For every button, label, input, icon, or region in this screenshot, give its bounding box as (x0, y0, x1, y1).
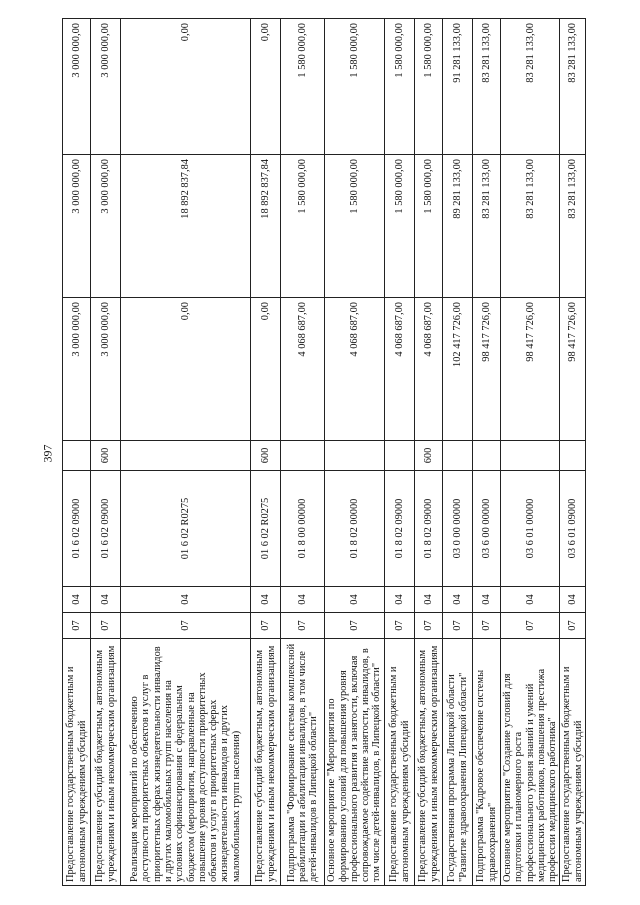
amount-year-3: 83 281 133,00 (473, 19, 501, 155)
table-row (63, 19, 91, 886)
amount-year-1: 98 417 726,00 (501, 298, 560, 441)
row-name: Подпрограмма "Формирование системы комплексной реабилитации и абилитации инвалидов, в том числе детей-инвалидов в Липецкой области" (281, 639, 325, 886)
target-article-code: 03 6 00 00000 (473, 471, 501, 587)
amount-year-1: 4 068 687,00 (325, 298, 385, 441)
expense-type-code: 600 (415, 441, 443, 471)
amount-year-1: 3 000 000,00 (91, 298, 121, 441)
row-name: Реализация мероприятий по обеспечению доступности приоритетных объектов и услуг в приоритетных сферах жизнедеятельности инвалидов и других маломобильных групп населения на условиях софинансирования с федеральным бюджетом (мероприятия, направленные на повышение уровня доступности приоритетных объектов и услуг в приоритетных сферах жизнедеятельности инвалидов и других маломобильных групп населения) (121, 639, 251, 886)
target-article-code: 01 8 02 09000 (385, 471, 415, 587)
amount-year-3: 3 000 000,00 (63, 19, 91, 155)
target-article-code: 01 8 02 09000 (415, 471, 443, 587)
expense-type-code (443, 441, 473, 471)
table-row (121, 19, 251, 886)
subsection-code: 04 (560, 587, 586, 613)
expense-type-code (385, 441, 415, 471)
amount-year-1: 3 000 000,00 (63, 298, 91, 441)
subsection-code: 04 (91, 587, 121, 613)
subsection-code: 04 (443, 587, 473, 613)
amount-year-2: 1 580 000,00 (325, 155, 385, 298)
amount-year-2: 1 580 000,00 (281, 155, 325, 298)
rotated-page (62, 19, 582, 886)
subsection-code: 04 (473, 587, 501, 613)
amount-year-1: 102 417 726,00 (443, 298, 473, 441)
section-code: 07 (325, 613, 385, 639)
expense-type-code (560, 441, 586, 471)
table-row (91, 19, 121, 886)
table-row (501, 19, 560, 886)
amount-year-2: 3 000 000,00 (91, 155, 121, 298)
section-code: 07 (121, 613, 251, 639)
table-row (443, 19, 473, 886)
target-article-code: 01 6 02 09000 (63, 471, 91, 587)
table-row (473, 19, 501, 886)
amount-year-2: 18 892 837,84 (121, 155, 251, 298)
amount-year-2: 83 281 133,00 (560, 155, 586, 298)
subsection-code: 04 (501, 587, 560, 613)
amount-year-3: 1 580 000,00 (415, 19, 443, 155)
target-article-code: 01 8 00 00000 (281, 471, 325, 587)
table-row (251, 19, 281, 886)
row-name: Предоставление субсидий бюджетным, автономным учреждениям и иным некоммерческим организациям (251, 639, 281, 886)
table-row (415, 19, 443, 886)
amount-year-3: 83 281 133,00 (560, 19, 586, 155)
amount-year-1: 4 068 687,00 (385, 298, 415, 441)
amount-year-2: 3 000 000,00 (63, 155, 91, 298)
subsection-code: 04 (281, 587, 325, 613)
page-number: 397 (40, 444, 55, 463)
subsection-code: 04 (251, 587, 281, 613)
row-name: Предоставление субсидий бюджетным, автономным учреждениям и иным некоммерческим организациям (91, 639, 121, 886)
expense-type-code (281, 441, 325, 471)
table-row (325, 19, 385, 886)
amount-year-1: 98 417 726,00 (473, 298, 501, 441)
row-name: Предоставление субсидий бюджетным, автономным учреждениям и иным некоммерческим организациям (415, 639, 443, 886)
row-name: Основное мероприятие "Мероприятия по формированию условий для повышения уровня профессионального развития и занятости, включая сопровождаемое содействие занятости, инвалидов, в том числе детей-инвалидов, в Липецкой области" (325, 639, 385, 886)
row-name: Предоставление государственным бюджетным и автономным учреждениям субсидий (560, 639, 586, 886)
table-row (560, 19, 586, 886)
section-code: 07 (63, 613, 91, 639)
subsection-code: 04 (415, 587, 443, 613)
section-code: 07 (251, 613, 281, 639)
amount-year-3: 91 281 133,00 (443, 19, 473, 155)
subsection-code: 04 (63, 587, 91, 613)
target-article-code: 01 8 02 00000 (325, 471, 385, 587)
subsection-code: 04 (325, 587, 385, 613)
amount-year-2: 83 281 133,00 (501, 155, 560, 298)
amount-year-1: 4 068 687,00 (281, 298, 325, 441)
amount-year-1: 0,00 (121, 298, 251, 441)
section-code: 07 (501, 613, 560, 639)
expense-type-code (501, 441, 560, 471)
amount-year-3: 83 281 133,00 (501, 19, 560, 155)
expense-type-code (473, 441, 501, 471)
target-article-code: 01 6 02 09000 (91, 471, 121, 587)
amount-year-1: 4 068 687,00 (415, 298, 443, 441)
amount-year-2: 83 281 133,00 (473, 155, 501, 298)
row-name: Государственная программа Липецкой области "Развитие здравоохранения Липецкой области" (443, 639, 473, 886)
row-name: Предоставление государственным бюджетным и автономным учреждениям субсидий (63, 639, 91, 886)
section-code: 07 (560, 613, 586, 639)
section-code: 07 (91, 613, 121, 639)
expense-type-code (325, 441, 385, 471)
row-name: Основное мероприятие "Создание условий для подготовки и планомерного роста профессионального уровня знаний и умений медицинских работников, повышения престижа профессии медицинского работника" (501, 639, 560, 886)
target-article-code: 03 6 01 00000 (501, 471, 560, 587)
section-code: 07 (443, 613, 473, 639)
target-article-code: 01 6 02 R0275 (121, 471, 251, 587)
row-name: Подпрограмма "Кадровое обеспечение системы здравоохранения" (473, 639, 501, 886)
amount-year-3: 0,00 (251, 19, 281, 155)
target-article-code: 03 6 01 09000 (560, 471, 586, 587)
amount-year-2: 18 892 837,84 (251, 155, 281, 298)
target-article-code: 03 0 00 00000 (443, 471, 473, 587)
amount-year-3: 1 580 000,00 (325, 19, 385, 155)
table-row (281, 19, 325, 886)
budget-table (62, 18, 586, 886)
table-row (385, 19, 415, 886)
section-code: 07 (473, 613, 501, 639)
subsection-code: 04 (121, 587, 251, 613)
amount-year-3: 3 000 000,00 (91, 19, 121, 155)
amount-year-3: 1 580 000,00 (281, 19, 325, 155)
expense-type-code: 600 (91, 441, 121, 471)
section-code: 07 (385, 613, 415, 639)
amount-year-1: 98 417 726,00 (560, 298, 586, 441)
row-name: Предоставление государственным бюджетным и автономным учреждениям субсидий (385, 639, 415, 886)
amount-year-3: 0,00 (121, 19, 251, 155)
expense-type-code (121, 441, 251, 471)
subsection-code: 04 (385, 587, 415, 613)
expense-type-code: 600 (251, 441, 281, 471)
amount-year-3: 1 580 000,00 (385, 19, 415, 155)
section-code: 07 (281, 613, 325, 639)
amount-year-2: 89 281 133,00 (443, 155, 473, 298)
amount-year-1: 0,00 (251, 298, 281, 441)
amount-year-2: 1 580 000,00 (415, 155, 443, 298)
section-code: 07 (415, 613, 443, 639)
expense-type-code (63, 441, 91, 471)
amount-year-2: 1 580 000,00 (385, 155, 415, 298)
target-article-code: 01 6 02 R0275 (251, 471, 281, 587)
